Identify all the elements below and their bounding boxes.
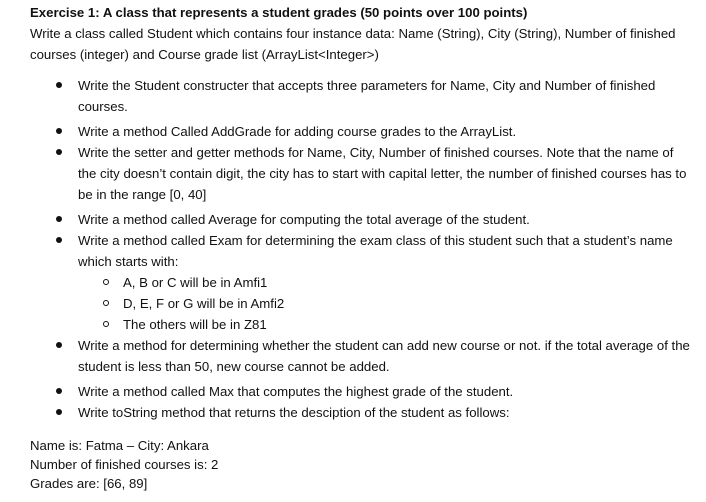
sub-list-item-text: D, E, F or G will be in Amfi2 xyxy=(123,296,285,311)
list-item-text: Write toString method that returns the desciption of the student as follows: xyxy=(78,405,510,420)
list-item xyxy=(30,209,690,230)
bullet-icon xyxy=(56,388,62,394)
exam-class-sublist xyxy=(78,272,690,335)
list-item-text: Write the Student constructer that accepts three parameters for Name, City and Number of finished courses. xyxy=(78,78,656,114)
hollow-bullet-icon xyxy=(103,279,109,285)
output-line-courses: Number of finished courses is: 2 xyxy=(30,457,219,472)
exercise-title: Exercise 1: A class that represents a student grades (50 points over 100 points) xyxy=(30,5,528,20)
list-item xyxy=(30,121,690,142)
sub-list-item xyxy=(78,272,690,293)
requirements-list xyxy=(30,75,690,423)
list-item-text: Write the setter and getter methods for Name, City, Number of finished courses. Note that the name of the city doesn’t contain digit, the city has to start with capital letter, the number of finished courses has to be in the range [0, 40] xyxy=(78,145,687,202)
output-line-grades: Grades are: [66, 89] xyxy=(30,476,148,491)
list-item xyxy=(30,75,690,117)
output-line-name-city: Name is: Fatma – City: Ankara xyxy=(30,438,209,453)
bullet-icon xyxy=(56,128,62,134)
sub-list-item-text: A, B or C will be in Amfi1 xyxy=(123,275,268,290)
list-item xyxy=(30,381,690,402)
list-item xyxy=(30,230,690,335)
hollow-bullet-icon xyxy=(103,300,109,306)
bullet-icon xyxy=(56,237,62,243)
sub-list-item xyxy=(78,314,690,335)
list-item-text: Write a method called Exam for determining the exam class of this student such that a student’s name which starts with: xyxy=(78,233,673,269)
list-item-text: Write a method called Max that computes the highest grade of the student. xyxy=(78,384,514,399)
list-item xyxy=(30,402,690,423)
bullet-icon xyxy=(56,216,62,222)
list-item-text: Write a method called Average for computing the total average of the student. xyxy=(78,212,530,227)
bullet-icon xyxy=(56,409,62,415)
exercise-document xyxy=(30,2,690,493)
list-item xyxy=(30,335,690,377)
hollow-bullet-icon xyxy=(103,321,109,327)
exercise-intro: Write a class called Student which contains four instance data: Name (String), City (String), Number of finished courses (integer) and Course grade list (ArrayList<Integer>) xyxy=(30,26,676,62)
sub-list-item xyxy=(78,293,690,314)
sub-list-item-text: The others will be in Z81 xyxy=(123,317,267,332)
list-item-text: Write a method for determining whether the student can add new course or not. if the total average of the student is less than 50, new course cannot be added. xyxy=(78,338,690,374)
bullet-icon xyxy=(56,342,62,348)
sample-output xyxy=(30,436,690,493)
bullet-icon xyxy=(56,149,62,155)
list-item-text: Write a method Called AddGrade for adding course grades to the ArrayList. xyxy=(78,124,517,139)
list-item xyxy=(30,142,690,205)
bullet-icon xyxy=(56,82,62,88)
